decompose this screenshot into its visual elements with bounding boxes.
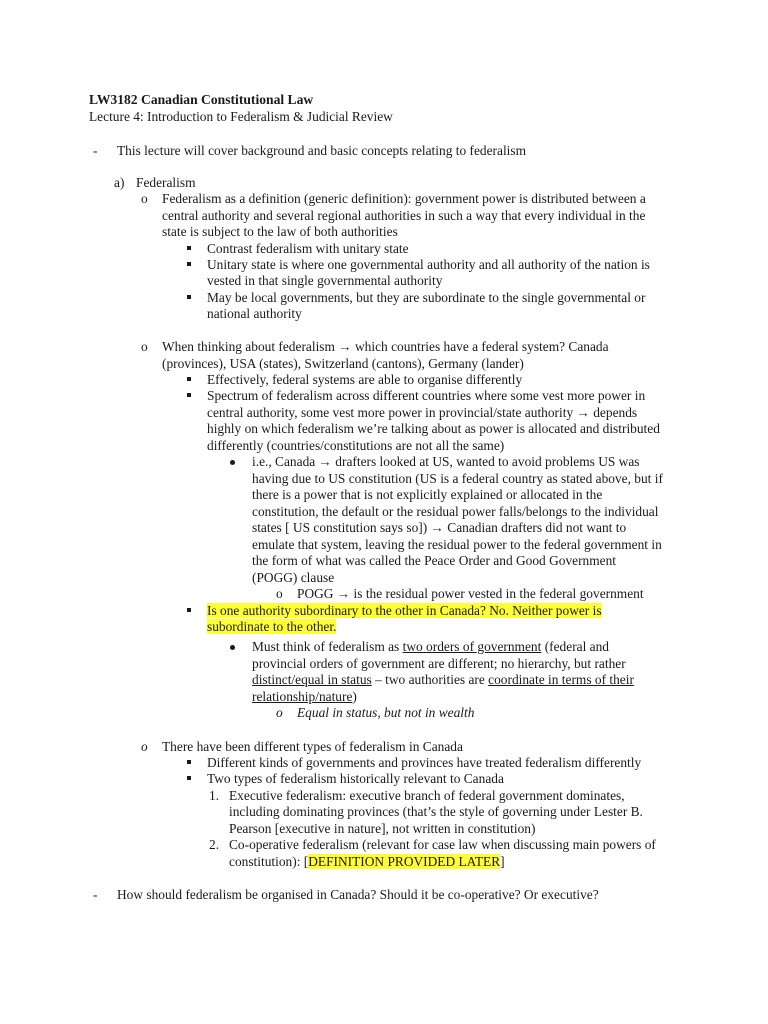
cooperative-line: Co-operative federalism (relevant for case law when discussing main powers of (229, 837, 656, 852)
equal-status-text: Equal in status, but not in wealth (297, 705, 475, 720)
spectrum-line: highly on which federalism we’re talking about as power is allocated and distributed (207, 421, 660, 436)
two-orders-line (252, 672, 634, 688)
canada-example-line: (POGG) clause (252, 570, 335, 585)
canada-example-line: emulate that system, leaving the residual power to the federal government in (252, 537, 662, 552)
highlighted-text: DEFINITION PROVIDED LATER (308, 854, 501, 869)
unitary-point: vested in that single governmental authority (207, 273, 443, 288)
highlighted-text: Is one authority subordinary to the other in Canada? No. Neither power is (207, 603, 602, 618)
circle-bullet: o (141, 191, 148, 206)
subordinate-answer (207, 619, 336, 635)
two-orders-line (252, 689, 357, 705)
canada-example-line: having due to US constitution (US is a federal country as stated above, but if (252, 471, 663, 486)
cooperative-line (229, 854, 505, 870)
cooperative-text: ] (500, 854, 505, 869)
two-orders-text: Must think of federalism as (252, 639, 403, 654)
executive-line: including dominating provinces (that’s the style of governing under Lester B. (229, 804, 643, 819)
square-bullet (187, 776, 191, 780)
types-heading: There have been different types of federalism in Canada (162, 739, 463, 754)
section-marker: a) (114, 175, 125, 190)
square-bullet (187, 608, 191, 612)
closing-question: How should federalism be organised in Canada? Should it be co-operative? Or executive? (117, 887, 599, 902)
underlined-text: two orders of government (402, 639, 542, 654)
highlighted-text: subordinate to the other. (207, 619, 337, 634)
square-bullet (187, 262, 191, 266)
countries-line: (provinces), USA (states), Switzerland (cantons), Germany (lander) (162, 356, 524, 371)
types-point: Two types of federalism historically relevant to Canada (207, 771, 504, 786)
definition-line: state is subject to the law of both authorities (162, 224, 398, 239)
two-orders-text: ) (352, 689, 357, 704)
circle-bullet: o (141, 739, 148, 754)
circle-bullet: o (276, 586, 283, 601)
organise-text: Effectively, federal systems are able to organise differently (207, 372, 523, 387)
canada-example-line: constitution, the default or the residual power falls/belongs to the individual (252, 504, 659, 519)
circle-bullet: o (141, 339, 148, 354)
square-bullet (187, 377, 191, 381)
unitary-point: Unitary state is where one governmental authority and all authority of the nation is (207, 257, 650, 272)
canada-example-line: the form of what was called the Peace Order and Good Government (252, 553, 617, 568)
countries-line: When thinking about federalism → which countries have a federal system? Canada (162, 339, 609, 354)
two-orders-line (252, 639, 609, 655)
cooperative-text: constitution): [ (229, 854, 309, 869)
spectrum-line: central authority, some vest more power in provincial/state authority → depends (207, 405, 638, 420)
unitary-point: national authority (207, 306, 302, 321)
lecture-title: Lecture 4: Introduction to Federalism & Judicial Review (89, 109, 393, 124)
pogg-text: POGG → is the residual power vested in the federal government (297, 586, 644, 601)
executive-line: Pearson [executive in nature], not written in constitution) (229, 821, 536, 836)
canada-example-line: i.e., Canada → drafters looked at US, wanted to avoid problems US was (252, 454, 640, 469)
section-heading: Federalism (136, 175, 196, 190)
two-orders-line: provincial orders of government are different; no hierarchy, but rather (252, 656, 626, 671)
number-marker: 2. (209, 837, 220, 852)
types-point: Different kinds of governments and provinces have treated federalism differently (207, 755, 642, 770)
two-orders-text: – two authorities are (371, 672, 489, 687)
underlined-text: relationship/nature (252, 689, 353, 704)
unitary-point: Contrast federalism with unitary state (207, 241, 409, 256)
spectrum-line: differently (countries/constitutions are not all the same) (207, 438, 505, 453)
round-bullet (230, 645, 235, 650)
dash-bullet: - (93, 143, 98, 158)
executive-line: Executive federalism: executive branch of federal government dominates, (229, 788, 625, 803)
definition-line: central authority and several regional authorities in such a way that every individual in the (162, 208, 646, 223)
canada-example-line: there is a power that is not explicitly explained or allocated in the (252, 487, 603, 502)
spectrum-line: Spectrum of federalism across different countries where some vest more power in (207, 388, 646, 403)
subordinate-question (207, 603, 602, 619)
intro-text: This lecture will cover background and basic concepts relating to federalism (117, 143, 527, 158)
canada-example-line: states [ US constitution says so]) → Canadian drafters did not want to (252, 520, 627, 535)
two-orders-text: (federal and (541, 639, 609, 654)
dash-bullet: - (93, 887, 98, 902)
square-bullet (187, 760, 191, 764)
number-marker: 1. (209, 788, 220, 803)
circle-bullet: o (276, 705, 283, 720)
underlined-text: distinct/equal in status (252, 672, 372, 687)
underlined-text: coordinate in terms of their (488, 672, 634, 687)
round-bullet (230, 460, 235, 465)
course-title: LW3182 Canadian Constitutional Law (89, 92, 314, 107)
definition-line: Federalism as a definition (generic definition): government power is distributed between a (162, 191, 646, 206)
square-bullet (187, 393, 191, 397)
square-bullet (187, 246, 191, 250)
unitary-point: May be local governments, but they are subordinate to the single governmental or (207, 290, 646, 305)
square-bullet (187, 295, 191, 299)
